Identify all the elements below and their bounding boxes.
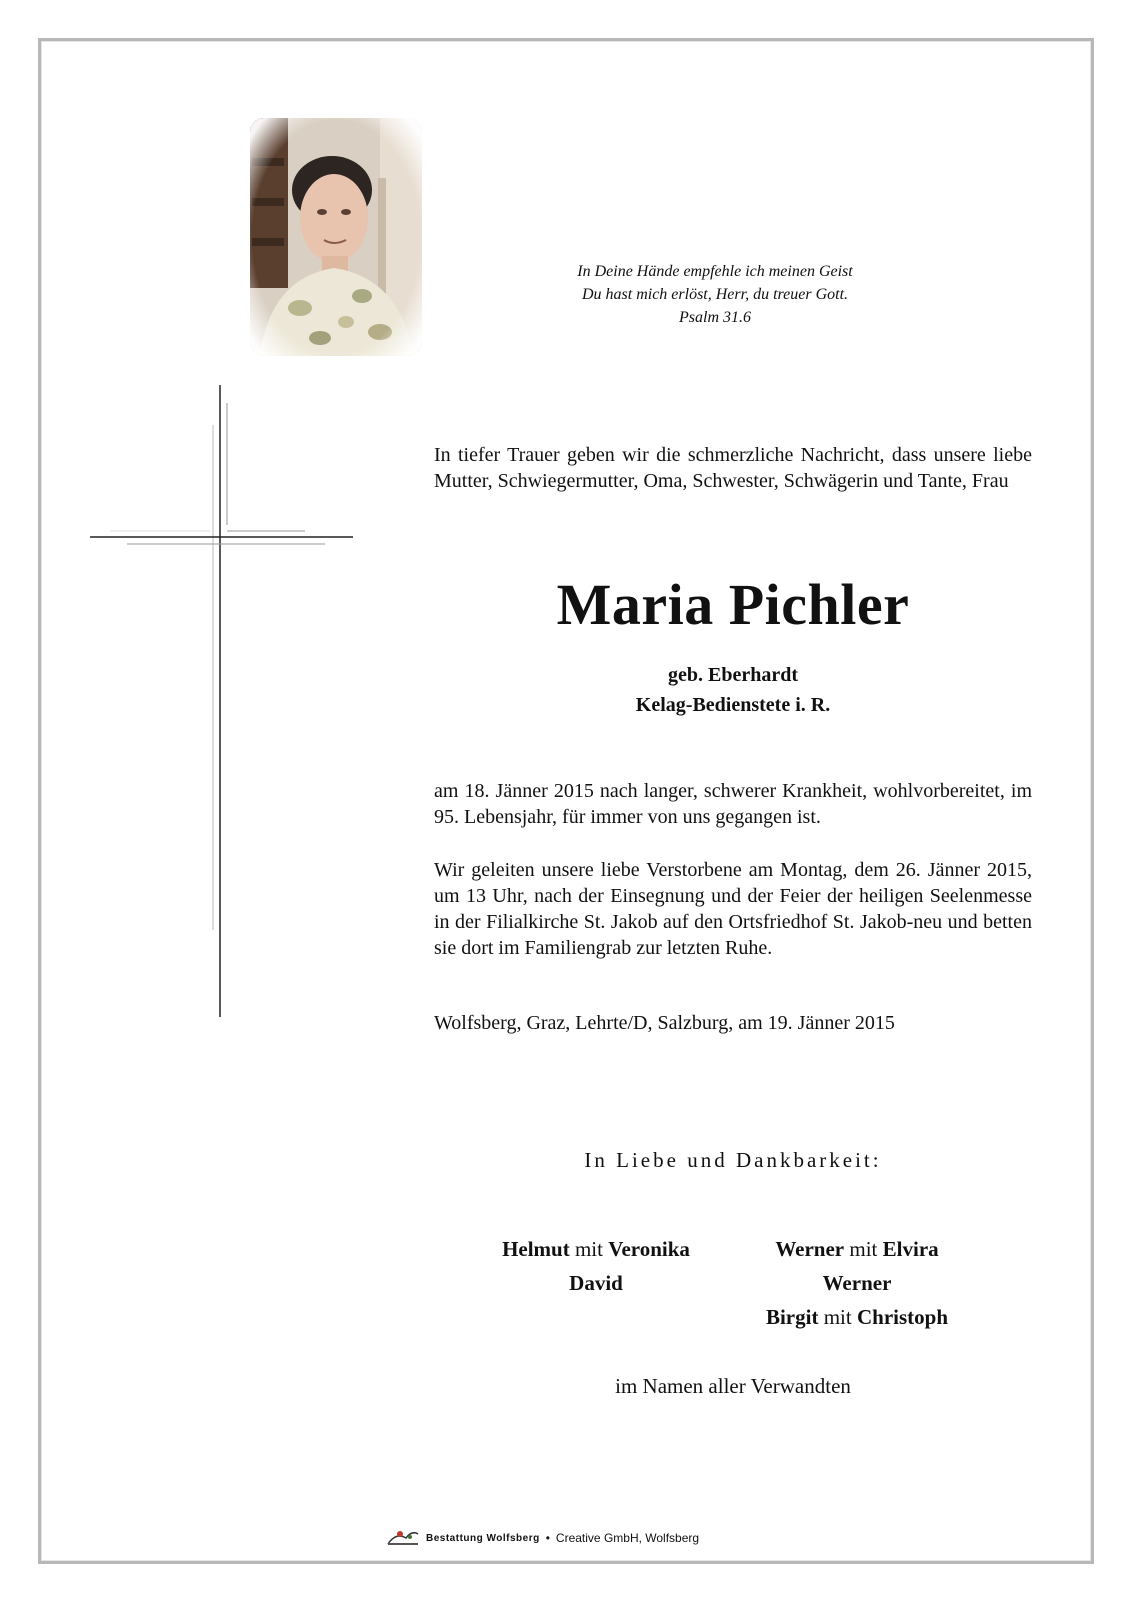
mourner-conjunction: mit: [849, 1237, 878, 1261]
mourners-left: [446, 1232, 746, 1300]
mourner-name: Werner: [775, 1237, 845, 1261]
deceased-name: Maria Pichler: [556, 572, 910, 637]
birth-name: geb. Eberhardt: [668, 664, 798, 686]
mourner-name: Helmut: [502, 1237, 570, 1261]
mourner-name: Veronika: [608, 1237, 690, 1261]
mourner-name: David: [569, 1271, 623, 1295]
death-notice-text: am 18. Jänner 2015 nach langer, schwerer Krankheit, wohlvorbereitet, im 95. Lebensjahr, für immer von uns gegangen ist.: [434, 780, 1032, 828]
mourner-row: [446, 1232, 746, 1266]
mourner-row: [707, 1266, 1007, 1300]
thanks-heading: In Liebe und Dankbarkeit:: [584, 1148, 882, 1172]
portrait-image: [250, 118, 422, 356]
place-date-text: Wolfsberg, Graz, Lehrte/D, Salzburg, am 19. Jänner 2015: [434, 1012, 895, 1034]
footer-brand: Bestattung Wolfsberg: [426, 1532, 540, 1544]
deceased-details: [434, 660, 1032, 720]
mourner-row: [707, 1232, 1007, 1266]
portrait-photo: [250, 118, 422, 356]
funeral-home-logo-icon: [386, 1528, 420, 1549]
bible-verse: [530, 260, 900, 329]
mourner-name: Christoph: [856, 1305, 949, 1329]
occupation: Kelag-Bedienstete i. R.: [635, 694, 831, 716]
mourners-right: [707, 1232, 1007, 1334]
mourner-name: Werner: [822, 1271, 892, 1295]
intro-text: In tiefer Trauer geben wir die schmerzliche Nachricht, dass unsere liebe Mutter, Schwiegermutter, Oma, Schwester, Schwägerin und Tante, Frau: [434, 444, 1032, 492]
mourner-conjunction: mit: [574, 1237, 603, 1261]
verse-line-1: In Deine Hände empfehle ich meinen Geist: [577, 263, 853, 280]
funeral-details-text: Wir geleiten unsere liebe Verstorbene am Montag, dem 26. Jänner 2015, um 13 Uhr, nach der Einsegnung und der Feier der heiligen Seelenmesse in der Filialkirche St. Jakob auf den Ortsfriedhof St. Jakob-neu und betten sie dort im Familiengrab zur letzten Ruhe.: [434, 859, 1032, 959]
relatives-text: im Namen aller Verwandten: [615, 1374, 851, 1398]
cross-icon: [85, 385, 360, 1030]
mourner-conjunction: mit: [823, 1305, 852, 1329]
verse-line-2: Du hast mich erlöst, Herr, du treuer Gott.: [581, 286, 849, 303]
mourner-name: Elvira: [882, 1237, 939, 1261]
mourner-name: Birgit: [765, 1305, 819, 1329]
mourner-row: [707, 1300, 1007, 1334]
footer-credit: Creative GmbH, Wolfsberg: [555, 1531, 700, 1545]
footer: [386, 1526, 766, 1550]
footer-separator: •: [545, 1531, 550, 1545]
mourner-row: [446, 1266, 746, 1300]
verse-reference: Psalm 31.6: [679, 309, 751, 326]
